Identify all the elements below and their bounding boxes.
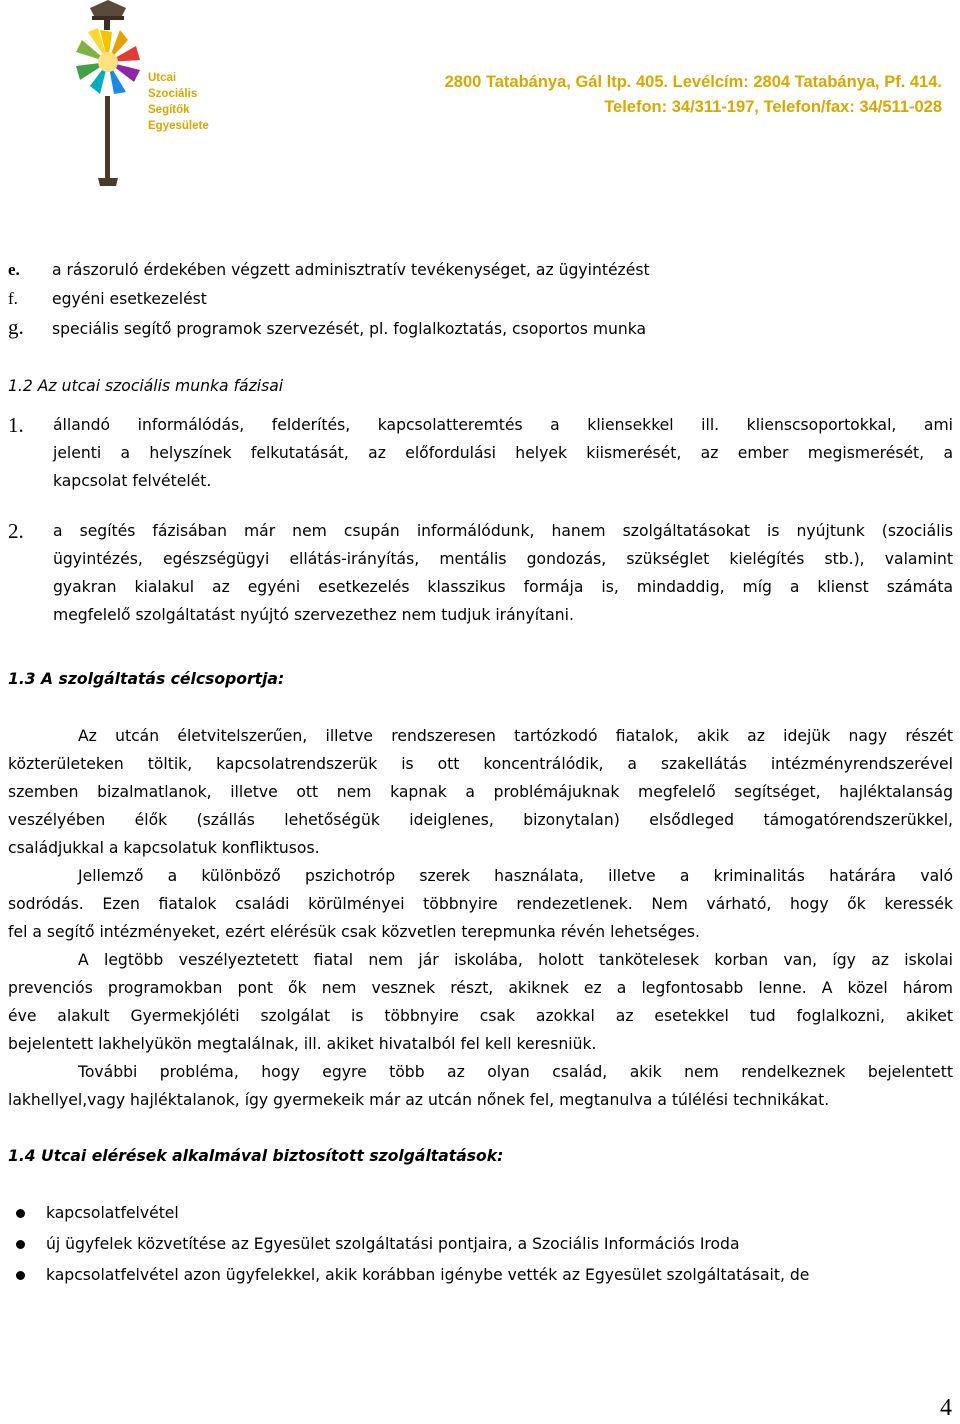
lettered-list <box>8 255 953 342</box>
bullet-icon <box>16 1209 25 1218</box>
phone-line: Telefon: 34/311-197, Telefon/fax: 34/511-028 <box>604 98 942 116</box>
paragraph <box>8 722 953 862</box>
paragraph-line: közterületeken töltik, kapcsolatrendszerük is ott koncentrálódik, a szakellátás intézményrendszerével <box>8 755 953 773</box>
list-label: f. <box>8 289 18 308</box>
organization-logo-icon <box>70 0 148 188</box>
list-label: e. <box>8 260 20 279</box>
paragraph-line: éve alakult Gyermekjóléti szolgálat is többnyire csak azokkal az esetekkel tud foglalkozni, akiket <box>8 1007 953 1025</box>
org-name-line: Szociális <box>148 88 198 100</box>
item-line: gyakran kialakul az egyéni esetkezelés klasszikus formája is, mindaddig, míg a klienst számáta <box>53 578 953 596</box>
section-heading: 1.3 A szolgáltatás célcsoportja: <box>8 670 285 688</box>
organization-name <box>148 70 209 134</box>
letterhead <box>0 0 960 190</box>
bullet-icon <box>16 1271 25 1280</box>
list-item <box>8 284 953 313</box>
list-text: kapcsolatfelvétel azon ügyfelekkel, akik korábban igénybe vették az Egyesület szolgáltatásait, de <box>46 1266 810 1284</box>
paragraph <box>8 862 953 946</box>
list-text: speciális segítő programok szervezését, pl. foglalkoztatás, csoportos munka <box>52 320 647 338</box>
list-text: egyéni esetkezelést <box>52 290 207 308</box>
list-text: új ügyfelek közvetítése az Egyesület szolgáltatási pontjaira, a Szociális Információs Iroda <box>46 1235 740 1253</box>
paragraph-line: A legtöbb veszélyeztetett fiatal nem jár iskolába, holott tankötelesek korban van, így az iskolai <box>78 951 953 969</box>
paragraph-line: sodródás. Ezen fiatalok családi körülményei többnyire rendezetlenek. Nem várható, hogy ők keressék <box>8 895 953 913</box>
paragraph-line: családjukkal a kapcsolatuk konfliktusos. <box>8 839 320 857</box>
paragraph-line: Az utcán életvitelszerűen, illetve rendszeresen tartózkodó fiatalok, akik az idejük nagy részét <box>78 727 953 745</box>
list-label: g. <box>8 315 24 339</box>
numbered-item <box>8 411 953 495</box>
paragraph-line: További probléma, hogy egyre több az olyan család, akik nem rendelkeznek bejelentett <box>78 1063 953 1081</box>
org-name-line: Utcai <box>148 72 177 84</box>
item-line: ügyintézés, egészségügyi ellátás-irányítás, mentális gondozás, szükséglet kielégítés stb.), valamint <box>53 550 953 568</box>
paragraph-line: Jellemző a különböző pszichotróp szerek használata, illetve a kriminalitás határára való <box>78 867 953 885</box>
list-item <box>8 1198 953 1229</box>
paragraph <box>8 946 953 1058</box>
paragraph-line: veszélyében élők (szállás lehetőségük ideiglenes, bizonytalan) elsődleged támogatórendszerükkel, <box>8 811 953 829</box>
item-line: jelenti a helyszínek felkutatását, az előfordulási helyek kiismerését, az ember megismerését, a <box>53 444 953 462</box>
document-body <box>8 255 953 1291</box>
address-line: 2800 Tatabánya, Gál ltp. 405. Levélcím: 2804 Tatabánya, Pf. 414. <box>444 73 942 91</box>
list-item <box>8 1260 953 1291</box>
paragraph-line: szemben bizalmatlanok, illetve ott nem kapnak a problémájuknak megfelelő segítséget, hajléktalanság <box>8 783 953 801</box>
item-number: 1. <box>8 413 24 437</box>
list-text: a rászoruló érdekében végzett adminisztratív tevékenységet, az ügyintézést <box>52 261 650 279</box>
item-line: állandó informálódás, felderítés, kapcsolatteremtés a kliensekkel ill. klienscsoportokkal, ami <box>53 416 953 434</box>
list-item <box>8 255 953 284</box>
paragraph <box>8 1058 953 1114</box>
bullet-list <box>8 1198 953 1291</box>
paragraph-line: prevenciós programokban pont ők nem vesznek részt, akiknek ez a legfontosabb lenne. A közel három <box>8 979 953 997</box>
paragraph-line: lakhellyel,vagy hajléktalanok, így gyermekeik már az utcán nőnek fel, megtanulva a túlélési technikákat. <box>8 1091 830 1109</box>
section-heading: 1.2 Az utcai szociális munka fázisai <box>8 377 284 395</box>
paragraph-line: fel a segítő intézményeket, ezért elérésük csak közvetlen terepmunka révén lehetséges. <box>8 923 700 941</box>
numbered-item <box>8 517 953 629</box>
section-heading: 1.4 Utcai elérések alkalmával biztosított szolgáltatások: <box>8 1147 504 1165</box>
item-line: kapcsolat felvételét. <box>53 472 212 490</box>
list-text: kapcsolatfelvétel <box>46 1204 179 1222</box>
contact-address <box>445 70 942 120</box>
item-line: a segítés fázisában már nem csupán informálódunk, hanem szolgáltatásokat is nyújtunk (szociális <box>53 522 953 540</box>
list-item <box>8 313 953 342</box>
item-number: 2. <box>8 519 24 543</box>
bullet-icon <box>16 1240 25 1249</box>
paragraph-line: bejelentett lakhelyükön megtalálnak, ill. akiket hivatalból fel kell keresniük. <box>8 1035 597 1053</box>
page-number: 4 <box>940 1395 952 1421</box>
list-item <box>8 1229 953 1260</box>
item-line: megfelelő szolgáltatást nyújtó szervezethez nem tudjuk irányítani. <box>53 606 574 624</box>
org-name-line: Segítők <box>148 104 190 116</box>
org-name-line: Egyesülete <box>148 120 209 132</box>
